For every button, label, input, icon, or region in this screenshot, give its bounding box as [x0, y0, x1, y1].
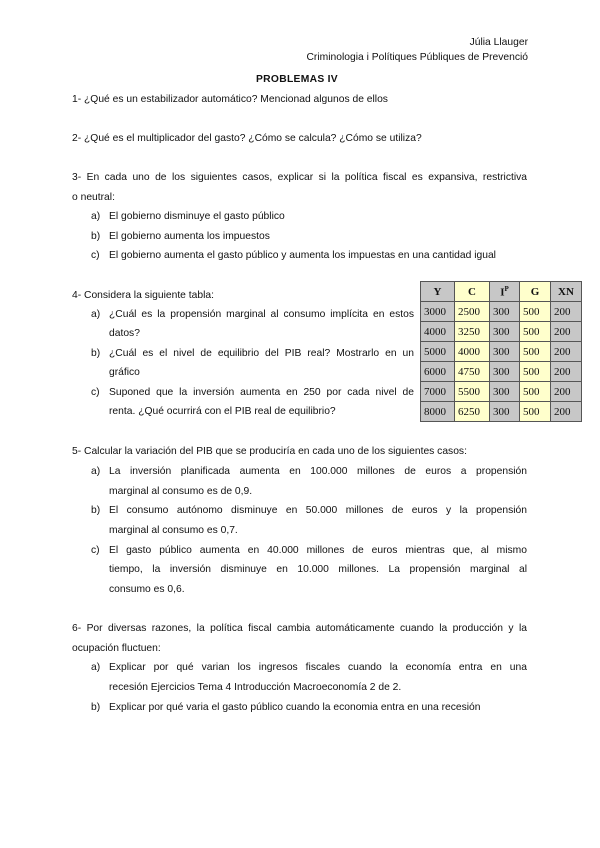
q5-item-b-line-1: El consumo autónomo disminuye en 50.000 millones de euros y la propensión: [109, 505, 527, 516]
cell-ip: 300: [490, 382, 520, 402]
cell-xn: 200: [551, 402, 582, 422]
cell-ip: 300: [490, 302, 520, 322]
q5-item-c-line-1: El gasto público aumenta en 40.000 millones de euros mientras que, al mismo: [109, 545, 527, 556]
q3-item-c-label: c): [91, 250, 100, 261]
q3-item-a: El gobierno disminuye el gasto público: [109, 211, 285, 222]
question-3-line-2: o neutral:: [72, 192, 115, 203]
q5-item-c-line-3: consumo es 0,6.: [109, 584, 185, 595]
question-6-line-1: 6- Por diversas razones, la política fiscal cambia automáticamente cuando la producción y la: [72, 623, 527, 634]
cell-c: 2500: [455, 302, 490, 322]
cell-xn: 200: [551, 342, 582, 362]
data-table: [420, 281, 582, 422]
cell-g: 500: [520, 402, 551, 422]
cell-g: 500: [520, 322, 551, 342]
q6-item-a-line-2: recesión Ejercicios Tema 4 Introducción Macroeconomía 2 de 2.: [109, 682, 402, 693]
q4-item-c-line-2: renta. ¿Qué ocurrirá con el PIB real de equilibrio?: [109, 406, 336, 417]
cell-y: 7000: [421, 382, 455, 402]
q4-item-b-label: b): [91, 348, 101, 359]
q4-item-a-line-2: datos?: [109, 328, 140, 339]
cell-g: 500: [520, 302, 551, 322]
cell-c: 6250: [455, 402, 490, 422]
course-name: Criminologia i Polítiques Públiques de Prevenció: [306, 52, 528, 63]
cell-g: 500: [520, 342, 551, 362]
q5-item-a-label: a): [91, 466, 101, 477]
q5-item-c-label: c): [91, 545, 100, 556]
table-row: [421, 362, 582, 382]
cell-c: 3250: [455, 322, 490, 342]
cell-g: 500: [520, 362, 551, 382]
cell-c: 5500: [455, 382, 490, 402]
table-row: [421, 302, 582, 322]
cell-xn: 200: [551, 322, 582, 342]
cell-xn: 200: [551, 362, 582, 382]
table-row: [421, 342, 582, 362]
q6-item-a-label: a): [91, 662, 101, 673]
q5-item-b-line-2: marginal al consumo es 0,7.: [109, 525, 238, 536]
q6-item-b-line-1: Explicar por qué varia el gasto público cuando la economia entra en una recesión: [109, 702, 481, 713]
q4-item-b-line-1: ¿Cuál es el nivel de equilibrio del PIB real? Mostrarlo en un: [109, 348, 414, 359]
cell-ip: 300: [490, 342, 520, 362]
header-c: C: [455, 282, 490, 302]
cell-y: 8000: [421, 402, 455, 422]
q4-item-c-line-1: Suponed que la inversión aumenta en 250 por cada nivel de: [109, 387, 414, 398]
cell-c: 4000: [455, 342, 490, 362]
author-name: Júlia Llauger: [469, 37, 528, 48]
cell-xn: 200: [551, 382, 582, 402]
cell-y: 6000: [421, 362, 455, 382]
header-xn: XN: [551, 282, 582, 302]
page-title: PROBLEMAS IV: [256, 74, 338, 85]
cell-c: 4750: [455, 362, 490, 382]
question-2: 2- ¿Qué es el multiplicador del gasto? ¿Cómo se calcula? ¿Cómo se utiliza?: [72, 133, 422, 144]
header-g: G: [520, 282, 551, 302]
q3-item-a-label: a): [91, 211, 101, 222]
cell-ip: 300: [490, 402, 520, 422]
question-6-line-2: ocupación fluctuen:: [72, 643, 161, 654]
cell-y: 3000: [421, 302, 455, 322]
question-5-intro: 5- Calcular la variación del PIB que se produciría en cada uno de los siguientes casos:: [72, 446, 467, 457]
question-3-line-1: 3- En cada uno de los siguientes casos, explicar si la política fiscal es expansiva, restrictiva: [72, 172, 527, 183]
cell-y: 4000: [421, 322, 455, 342]
question-4-intro: 4- Considera la siguiente tabla:: [72, 290, 214, 301]
q5-item-c-line-2: tiempo, la inversión disminuye en 10.000 millones. La propensión marginal al: [109, 564, 527, 575]
cell-g: 500: [520, 382, 551, 402]
cell-ip: 300: [490, 362, 520, 382]
q6-item-b-label: b): [91, 702, 101, 713]
cell-xn: 200: [551, 302, 582, 322]
cell-y: 5000: [421, 342, 455, 362]
q4-item-a-label: a): [91, 309, 101, 320]
q4-item-c-label: c): [91, 387, 100, 398]
cell-ip: 300: [490, 322, 520, 342]
table-row: [421, 322, 582, 342]
q5-item-a-line-1: La inversión planificada aumenta en 100.000 millones de euros a propensión: [109, 466, 527, 477]
q4-item-a-line-1: ¿Cuál es la propensión marginal al consumo implícita en estos: [109, 309, 414, 320]
q3-item-b: El gobierno aumenta los impuestos: [109, 231, 270, 242]
question-1: 1- ¿Qué es un estabilizador automático? Mencionad algunos de ellos: [72, 94, 388, 105]
q6-item-a-line-1: Explicar por qué varian los ingresos fiscales cuando la economía entra en una: [109, 662, 527, 673]
q3-item-b-label: b): [91, 231, 101, 242]
header-ip: $I^P$: [490, 282, 520, 302]
table-row: [421, 402, 582, 422]
header-y: Y: [421, 282, 455, 302]
q5-item-b-label: b): [91, 505, 101, 516]
q5-item-a-line-2: marginal al consumo es de 0,9.: [109, 486, 253, 497]
table-header-row: [421, 282, 582, 302]
q4-item-b-line-2: gráfico: [109, 367, 140, 378]
table-row: [421, 382, 582, 402]
q3-item-c: El gobierno aumenta el gasto público y aumenta los impuestas en una cantidad igual: [109, 250, 496, 261]
